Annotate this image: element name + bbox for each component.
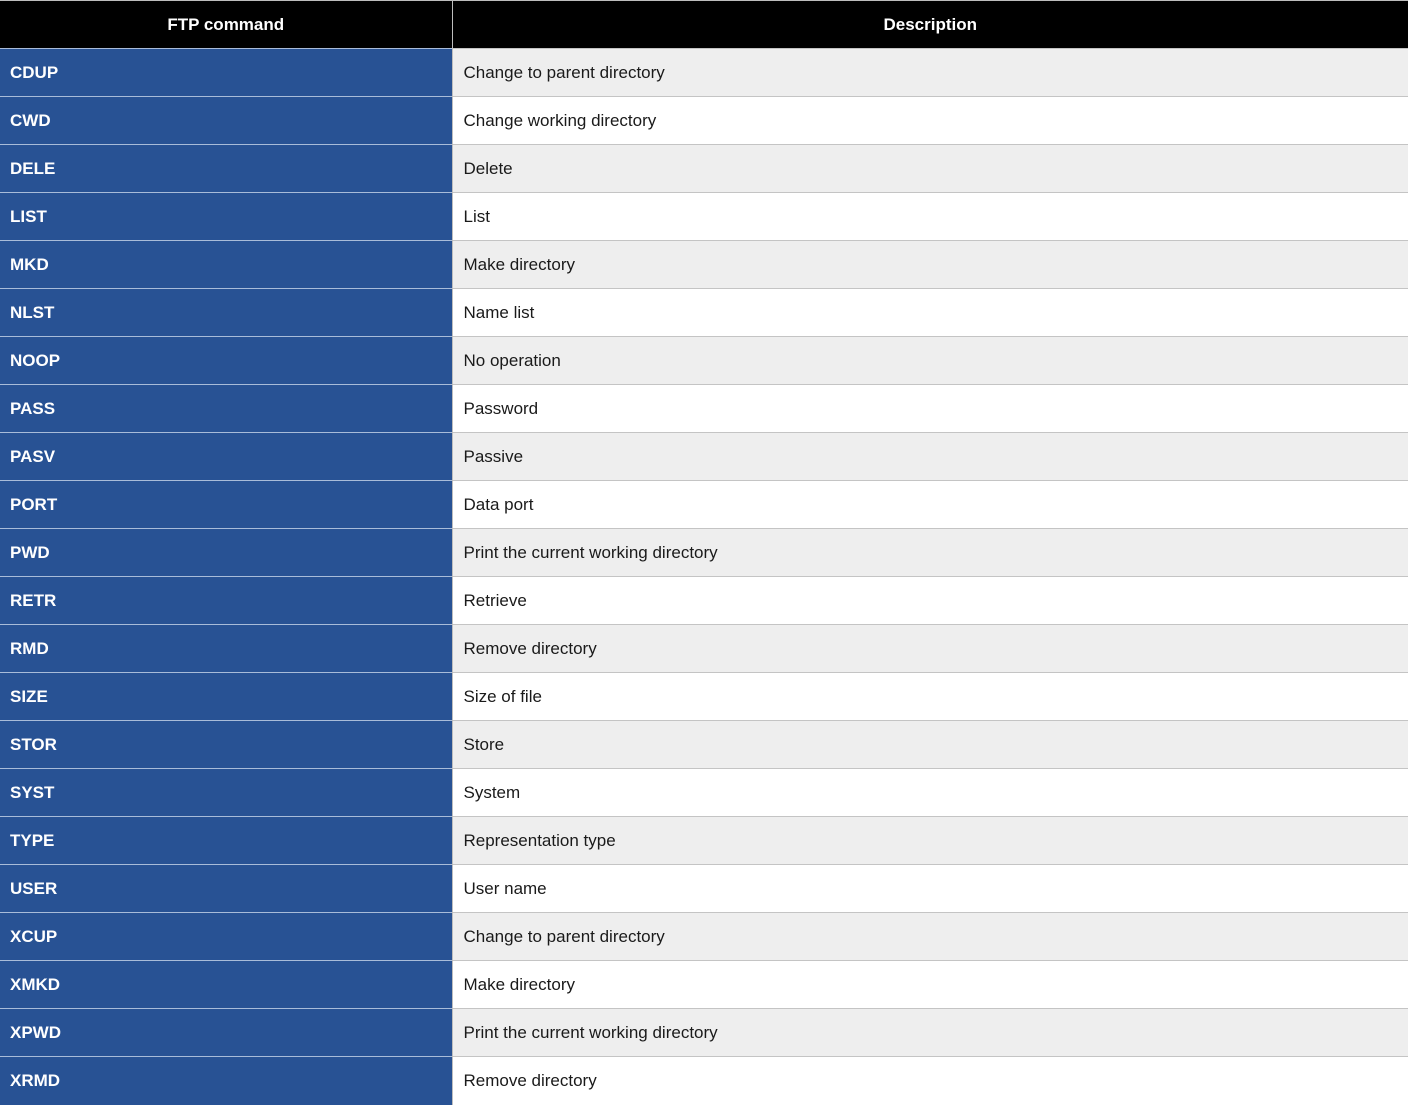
table-row bbox=[0, 721, 1408, 769]
command-cell: PASS bbox=[0, 385, 452, 433]
table-row bbox=[0, 481, 1408, 529]
description-cell: No operation bbox=[452, 337, 1408, 385]
header-description: Description bbox=[452, 1, 1408, 49]
table-row bbox=[0, 433, 1408, 481]
description-cell: Print the current working directory bbox=[452, 529, 1408, 577]
description-cell: Print the current working directory bbox=[452, 1009, 1408, 1057]
table-row bbox=[0, 1009, 1408, 1057]
description-cell: Passive bbox=[452, 433, 1408, 481]
command-cell: TYPE bbox=[0, 817, 452, 865]
description-cell: Make directory bbox=[452, 961, 1408, 1009]
table-row bbox=[0, 577, 1408, 625]
description-cell: Change working directory bbox=[452, 97, 1408, 145]
table-row bbox=[0, 961, 1408, 1009]
description-cell: Change to parent directory bbox=[452, 913, 1408, 961]
table-row bbox=[0, 49, 1408, 97]
command-cell: SIZE bbox=[0, 673, 452, 721]
header-row bbox=[0, 1, 1408, 49]
table-row bbox=[0, 145, 1408, 193]
description-cell: Data port bbox=[452, 481, 1408, 529]
command-cell: XRMD bbox=[0, 1057, 452, 1105]
command-cell: CDUP bbox=[0, 49, 452, 97]
description-cell: Change to parent directory bbox=[452, 49, 1408, 97]
description-cell: Representation type bbox=[452, 817, 1408, 865]
description-cell: Make directory bbox=[452, 241, 1408, 289]
command-cell: NOOP bbox=[0, 337, 452, 385]
command-cell: SYST bbox=[0, 769, 452, 817]
command-cell: LIST bbox=[0, 193, 452, 241]
command-cell: STOR bbox=[0, 721, 452, 769]
command-cell: XCUP bbox=[0, 913, 452, 961]
description-cell: List bbox=[452, 193, 1408, 241]
description-cell: Size of file bbox=[452, 673, 1408, 721]
header-ftp-command: FTP command bbox=[0, 1, 452, 49]
description-cell: System bbox=[452, 769, 1408, 817]
description-cell: Remove directory bbox=[452, 1057, 1408, 1105]
table-row bbox=[0, 865, 1408, 913]
command-cell: MKD bbox=[0, 241, 452, 289]
command-cell: CWD bbox=[0, 97, 452, 145]
table-row bbox=[0, 193, 1408, 241]
table-row bbox=[0, 289, 1408, 337]
command-cell: XPWD bbox=[0, 1009, 452, 1057]
table-row bbox=[0, 625, 1408, 673]
description-cell: Remove directory bbox=[452, 625, 1408, 673]
table-row bbox=[0, 913, 1408, 961]
command-cell: DELE bbox=[0, 145, 452, 193]
table-row bbox=[0, 529, 1408, 577]
description-cell: Password bbox=[452, 385, 1408, 433]
table-row bbox=[0, 385, 1408, 433]
command-cell: XMKD bbox=[0, 961, 452, 1009]
description-cell: Delete bbox=[452, 145, 1408, 193]
table-row bbox=[0, 337, 1408, 385]
description-cell: Store bbox=[452, 721, 1408, 769]
command-cell: NLST bbox=[0, 289, 452, 337]
description-cell: User name bbox=[452, 865, 1408, 913]
command-cell: PASV bbox=[0, 433, 452, 481]
table-row bbox=[0, 241, 1408, 289]
table-row bbox=[0, 1057, 1408, 1105]
command-cell: PORT bbox=[0, 481, 452, 529]
command-cell: RMD bbox=[0, 625, 452, 673]
table-row bbox=[0, 769, 1408, 817]
command-cell: RETR bbox=[0, 577, 452, 625]
table-row bbox=[0, 817, 1408, 865]
description-cell: Name list bbox=[452, 289, 1408, 337]
description-cell: Retrieve bbox=[452, 577, 1408, 625]
table-row bbox=[0, 97, 1408, 145]
command-cell: USER bbox=[0, 865, 452, 913]
table-row bbox=[0, 673, 1408, 721]
command-cell: PWD bbox=[0, 529, 452, 577]
